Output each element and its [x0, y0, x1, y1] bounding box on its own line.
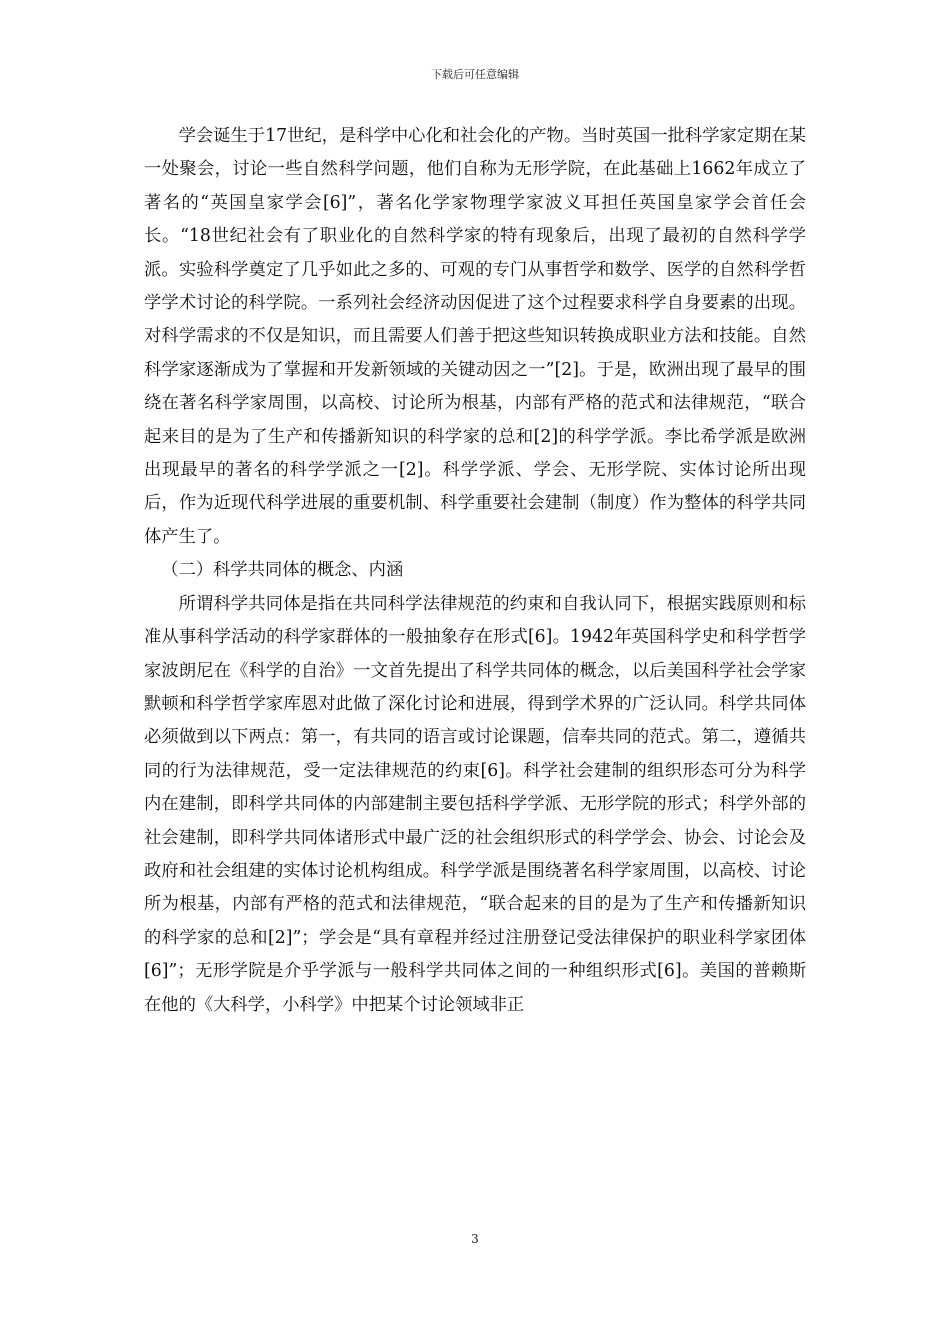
page-number: 3 [471, 1232, 479, 1246]
paragraph-definition: 所谓科学共同体是指在共同科学法律规范的约束和自我认同下，根据实践原则和标准从事科学活动的科学家群体的一般抽象存在形式[6]。1942年英国科学史和科学哲学家波朗尼在《科学的自治》一文首先提出了科学共同体的概念，以后美国科学社会学家默顿和科学哲学家库恩对此做了深化讨论和进展，得到学术界的广泛认同。科学共同体必须做到以下两点：第一，有共同的语言或讨论课题，信奉共同的范式。第二，遵循共同的行为法律规范，受一定法律规范的约束[6]。科学社会建制的组织形态可分为科学内在建制，即科学共同体的内部建制主要包括科学学派、无形学院的形式；科学外部的社会建制，即科学共同体诸形式中最广泛的社会组织形式的科学学会、协会、讨论会及政府和社会组建的实体讨论机构组成。科学学派是围绕著名科学家周围，以高校、讨论所为根基，内部有严格的范式和法律规范，“联合起来的目的是为了生产和传播新知识的科学家的总和[2]”；学会是“具有章程并经过注册登记受法律保护的职业科学家团体[6]”；无形学院是介乎学派与一般科学共同体之间的一种组织形式[6]。美国的普赖斯在他的《大科学，小科学》中把某个讨论领域非正 [144, 593, 806, 1015]
paragraph-history: 学会诞生于17世纪，是科学中心化和社会化的产物。当时英国一批科学家定期在某一处聚会，讨论一些自然科学问题，他们自称为无形学院，在此基础上1662年成立了著名的“英国皇家学会[6]”，著名化学家物理学家波义耳担任英国皇家学会首任会长。“18世纪社会有了职业化的自然科学家的特有现象后，出现了最初的自然科学学派。实验科学奠定了几乎如此之多的、可观的专门从事哲学和数学、医学的自然科学哲学学术讨论的科学院。一系列社会经济动因促进了这个过程要求科学自身要素的出现。对科学需求的不仅是知识，而且需要人们善于把这些知识转换成职业方法和技能。自然科学家逐渐成为了掌握和开发新领域的关键动因之一”[2]。于是，欧洲出现了最早的围绕在著名科学家周围，以高校、讨论所为根基，内部有严格的范式和法律规范，“联合起来目的是为了生产和传播新知识的科学家的总和[2]的科学学派。李比希学派是欧洲出现最早的著名的科学学派之一[2]。科学学派、学会、无形学院、实体讨论所出现后，作为近现代科学进展的重要机制、科学重要社会建制（制度）作为整体的科学共同体产生了。 [144, 126, 806, 547]
page-header: 下载后可任意编辑 [431, 68, 519, 81]
body-text [144, 120, 806, 1022]
section-heading: （二）科学共同体的概念、内涵 [161, 560, 404, 581]
